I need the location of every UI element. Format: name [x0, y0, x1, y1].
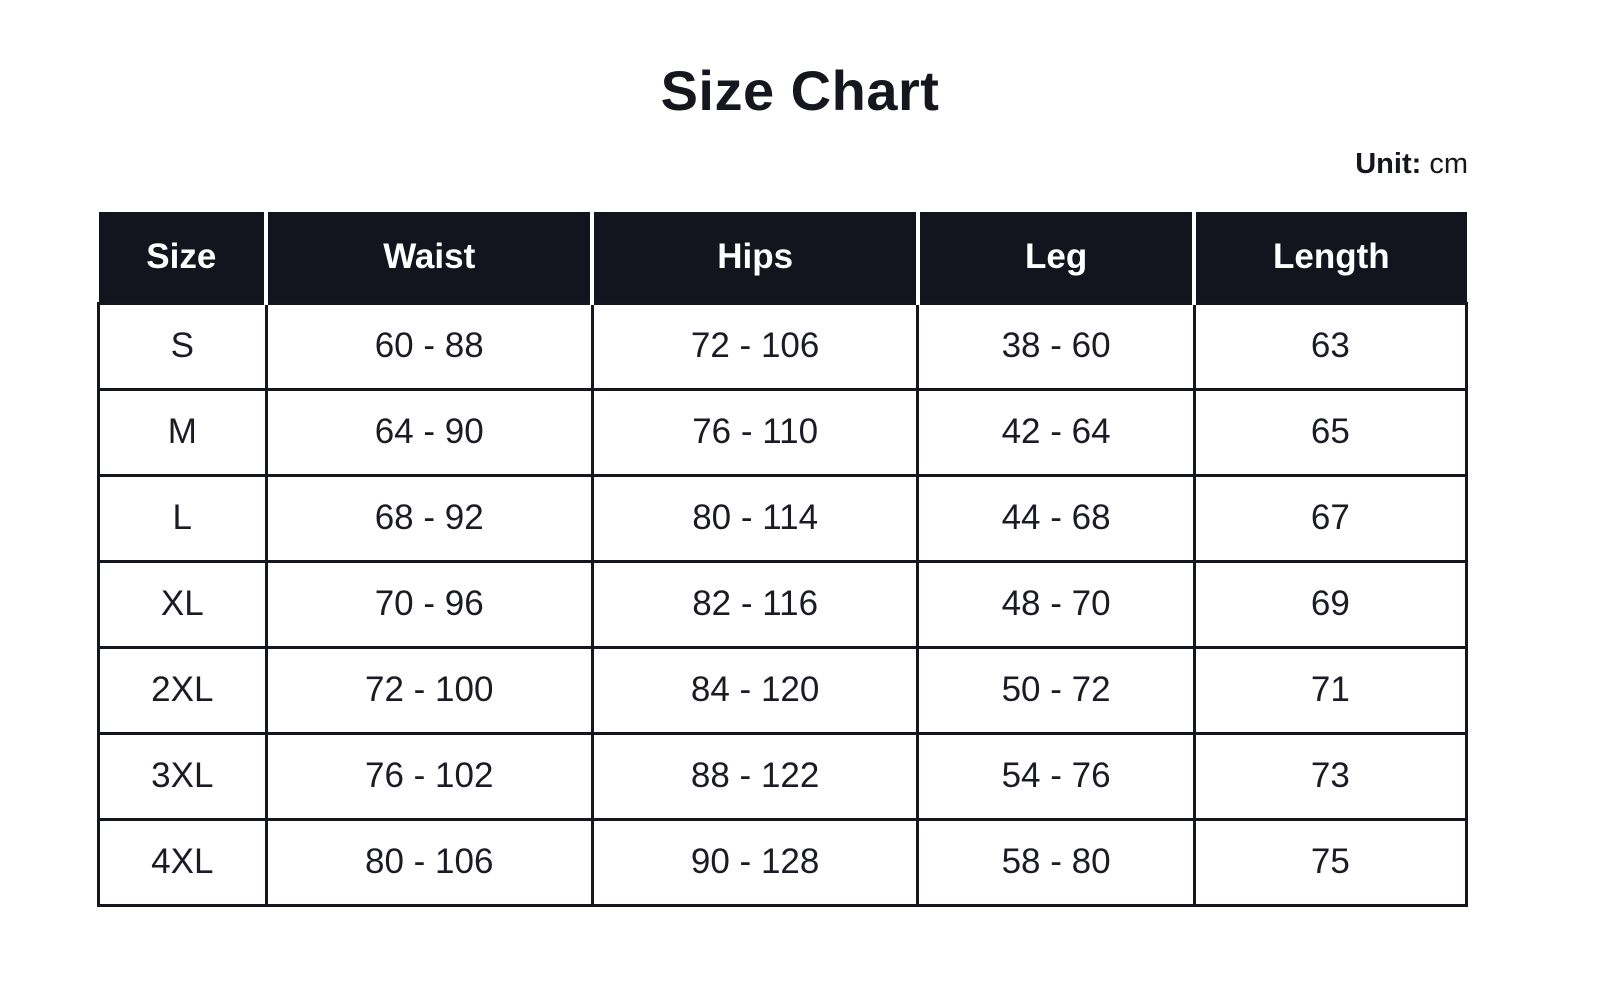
value-cell: 70 - 96 [266, 561, 592, 647]
value-cell: 58 - 80 [918, 819, 1194, 905]
value-cell: 76 - 102 [266, 733, 592, 819]
size-cell: L [99, 475, 267, 561]
value-cell: 65 [1194, 389, 1466, 475]
table-header [99, 212, 1467, 303]
size-cell: M [99, 389, 267, 475]
value-cell: 80 - 114 [592, 475, 918, 561]
size-cell: 2XL [99, 647, 267, 733]
value-cell: 71 [1194, 647, 1466, 733]
value-cell: 54 - 76 [918, 733, 1194, 819]
column-header-hips: Hips [592, 212, 918, 303]
table-row-4xl [99, 819, 1467, 905]
table-body [99, 303, 1467, 905]
value-cell: 75 [1194, 819, 1466, 905]
value-cell: 64 - 90 [266, 389, 592, 475]
value-cell: 63 [1194, 303, 1466, 389]
value-cell: 38 - 60 [918, 303, 1194, 389]
value-cell: 82 - 116 [592, 561, 918, 647]
value-cell: 48 - 70 [918, 561, 1194, 647]
value-cell: 50 - 72 [918, 647, 1194, 733]
value-cell: 44 - 68 [918, 475, 1194, 561]
column-header-length: Length [1194, 212, 1466, 303]
value-cell: 60 - 88 [266, 303, 592, 389]
value-cell: 72 - 106 [592, 303, 918, 389]
value-cell: 72 - 100 [266, 647, 592, 733]
table-row-xl [99, 561, 1467, 647]
size-cell: 3XL [99, 733, 267, 819]
size-chart-table [97, 212, 1468, 907]
size-cell: S [99, 303, 267, 389]
value-cell: 90 - 128 [592, 819, 918, 905]
unit-value: cm [1429, 148, 1468, 180]
unit-note [1355, 148, 1468, 181]
value-cell: 73 [1194, 733, 1466, 819]
header-row [99, 212, 1467, 303]
page-title: Size Chart [660, 59, 940, 122]
size-cell: XL [99, 561, 267, 647]
table-row-3xl [99, 733, 1467, 819]
unit-label: Unit: [1355, 148, 1422, 180]
value-cell: 68 - 92 [266, 475, 592, 561]
column-header-waist: Waist [266, 212, 592, 303]
value-cell: 88 - 122 [592, 733, 918, 819]
table-row-l [99, 475, 1467, 561]
value-cell: 69 [1194, 561, 1466, 647]
column-header-leg: Leg [918, 212, 1194, 303]
value-cell: 42 - 64 [918, 389, 1194, 475]
value-cell: 80 - 106 [266, 819, 592, 905]
column-header-size: Size [99, 212, 267, 303]
value-cell: 67 [1194, 475, 1466, 561]
table-row-m [99, 389, 1467, 475]
table-row-s [99, 303, 1467, 389]
value-cell: 84 - 120 [592, 647, 918, 733]
table-row-2xl [99, 647, 1467, 733]
size-cell: 4XL [99, 819, 267, 905]
value-cell: 76 - 110 [592, 389, 918, 475]
